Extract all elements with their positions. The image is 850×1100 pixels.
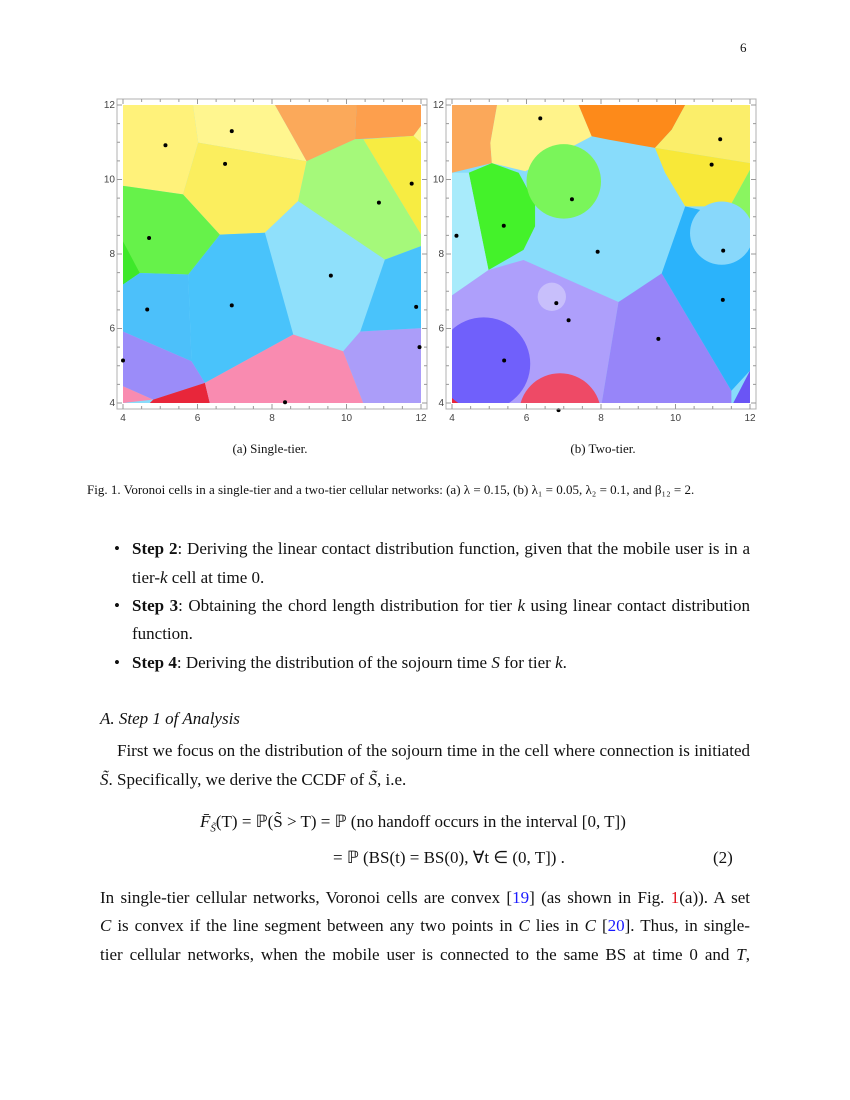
bullet-icon: • bbox=[114, 653, 120, 672]
x-tick-label: 6 bbox=[194, 413, 201, 424]
base-station-point bbox=[538, 116, 542, 120]
text-segment: ] (as shown in Fig. bbox=[529, 888, 671, 907]
text-segment: [ bbox=[595, 916, 608, 935]
base-station-point bbox=[418, 345, 422, 349]
paragraph-line bbox=[117, 740, 750, 762]
text-segment: First we focus on the distribution of the sojourn time in the cell where connection is initiated bbox=[117, 741, 750, 760]
bullet-line bbox=[132, 567, 264, 589]
text-segment: for tier bbox=[499, 653, 556, 672]
citation-link[interactable]: 1 bbox=[670, 888, 680, 907]
base-station-point bbox=[502, 224, 506, 228]
bullet-line bbox=[132, 538, 750, 560]
voronoi-cell bbox=[355, 105, 421, 139]
text-segment: Step 3 bbox=[132, 596, 179, 615]
y-tick-label: 12 bbox=[432, 100, 444, 111]
y-tick-label: 4 bbox=[109, 398, 115, 409]
bullet-line bbox=[132, 652, 567, 674]
subcaption-a: (a) Single-tier. bbox=[232, 441, 308, 456]
eq-number: (2) bbox=[713, 848, 733, 867]
x-tick-label: 6 bbox=[523, 413, 530, 424]
x-tick-label: 8 bbox=[598, 413, 604, 424]
eq-lhs-sub: S̃ bbox=[210, 822, 216, 835]
citation-link[interactable]: 19 bbox=[512, 888, 530, 907]
section-heading: A. Step 1 of Analysis bbox=[100, 709, 240, 728]
text-segment: using linear contact distribution bbox=[525, 596, 750, 615]
text-segment: : Obtaining the chord length distribution for tier bbox=[178, 596, 518, 615]
base-station-point bbox=[223, 162, 227, 166]
base-station-point bbox=[570, 197, 574, 201]
eq-lhs: F̄ bbox=[200, 812, 211, 831]
paragraph-line bbox=[100, 915, 750, 937]
base-station-point bbox=[329, 274, 333, 278]
y-tick-label: 12 bbox=[103, 100, 115, 111]
text-segment: function. bbox=[132, 624, 193, 643]
single-tier-voronoi-plot bbox=[104, 99, 427, 424]
base-station-point bbox=[721, 249, 725, 253]
voronoi-cell bbox=[527, 144, 602, 219]
text-segment: k bbox=[517, 596, 526, 615]
text-segment: T bbox=[736, 945, 746, 964]
x-tick-label: 10 bbox=[669, 413, 682, 424]
voronoi-cell bbox=[690, 201, 753, 264]
text-segment: C bbox=[100, 916, 112, 935]
base-station-point bbox=[163, 143, 167, 147]
bullet-icon: • bbox=[114, 596, 120, 615]
x-tick-label: 12 bbox=[744, 413, 756, 424]
x-tick-label: 4 bbox=[449, 413, 455, 424]
bullet-line bbox=[132, 595, 750, 617]
base-station-point bbox=[718, 137, 722, 141]
base-station-point bbox=[410, 182, 414, 186]
y-tick-label: 4 bbox=[438, 398, 444, 409]
base-station-point bbox=[596, 250, 600, 254]
text-segment: lies in bbox=[529, 916, 585, 935]
text-segment: is convex if the line segment between any two points in bbox=[111, 916, 519, 935]
text-segment: S̃ bbox=[100, 770, 109, 789]
text-segment: k bbox=[555, 653, 563, 672]
voronoi-cell bbox=[452, 105, 497, 173]
base-station-point bbox=[377, 201, 381, 205]
base-station-point bbox=[454, 234, 458, 238]
text-segment: k bbox=[159, 568, 168, 587]
two-tier-voronoi-plot bbox=[433, 99, 756, 440]
base-station-point bbox=[721, 298, 725, 302]
x-tick-label: 4 bbox=[120, 413, 126, 424]
citation-link[interactable]: 20 bbox=[607, 916, 625, 935]
text-segment: : Deriving the linear contact distribution function, given that the mobile user is in a bbox=[177, 539, 750, 558]
paragraph-line bbox=[100, 769, 406, 791]
text-segment: S bbox=[491, 653, 500, 672]
text-segment: Step 2 bbox=[132, 539, 178, 558]
voronoi-cell bbox=[538, 283, 566, 311]
text-segment: S̃ bbox=[368, 770, 377, 789]
figure-caption: Fig. 1. Voronoi cells in a single-tier and a two-tier cellular networks: (a) λ = 0.15, (b) λ₁ = 0.05, λ₂ = 0.1, and β₁₂ = 2. bbox=[87, 482, 695, 497]
base-station-point bbox=[147, 236, 151, 240]
text-segment: : Deriving the distribution of the sojourn time bbox=[176, 653, 492, 672]
page-number: 6 bbox=[740, 40, 747, 55]
eq-line1: (T) = ℙ(S̃ > T) = ℙ (no handoff occurs in the interval [0, T]) bbox=[215, 812, 626, 831]
text-segment: tier- bbox=[132, 568, 160, 587]
figure-1 bbox=[0, 0, 850, 440]
base-station-point bbox=[414, 305, 418, 309]
voronoi-cell bbox=[437, 317, 530, 410]
x-tick-label: 10 bbox=[340, 413, 353, 424]
base-station-point bbox=[554, 301, 558, 305]
text-segment: . bbox=[562, 653, 567, 672]
y-tick-label: 8 bbox=[109, 249, 115, 260]
text-segment: (a)). A set bbox=[679, 888, 750, 907]
base-station-point bbox=[283, 400, 287, 404]
text-segment: . Specifically, we derive the CCDF of bbox=[108, 770, 369, 789]
base-station-point bbox=[230, 129, 234, 133]
text-segment: In single-tier cellular networks, Voronoi cells are convex [ bbox=[100, 888, 513, 907]
base-station-point bbox=[567, 318, 571, 322]
text-segment: tier cellular networks, when the mobile user is connected to the same BS at time 0 and bbox=[100, 945, 737, 964]
text-segment: Step 4 bbox=[132, 653, 177, 672]
bullet-line bbox=[132, 623, 193, 645]
paragraph-line bbox=[100, 887, 750, 909]
y-tick-label: 8 bbox=[438, 249, 444, 260]
base-station-point bbox=[710, 163, 714, 167]
text-segment: C bbox=[518, 916, 530, 935]
text-segment: ]. Thus, in single- bbox=[624, 916, 750, 935]
text-segment: , i.e. bbox=[376, 770, 407, 789]
text-segment: C bbox=[584, 916, 596, 935]
y-tick-label: 6 bbox=[438, 323, 444, 335]
base-station-point bbox=[230, 303, 234, 307]
paragraph-line bbox=[100, 944, 750, 966]
y-tick-label: 10 bbox=[103, 174, 115, 186]
text-segment: cell at time 0. bbox=[167, 568, 265, 587]
y-tick-label: 6 bbox=[109, 323, 115, 335]
x-tick-label: 12 bbox=[415, 413, 427, 424]
y-tick-label: 10 bbox=[432, 174, 444, 186]
base-station-point bbox=[145, 308, 149, 312]
subcaption-b: (b) Two-tier. bbox=[570, 441, 636, 456]
x-tick-label: 8 bbox=[269, 413, 275, 424]
base-station-point bbox=[656, 337, 660, 341]
bullet-icon: • bbox=[114, 539, 120, 558]
base-station-point bbox=[121, 359, 125, 363]
eq-line2: = ℙ (BS(t) = BS(0), ∀t ∈ (0, T]) . bbox=[333, 848, 565, 867]
base-station-point bbox=[502, 359, 506, 363]
text-segment: , bbox=[745, 945, 750, 964]
